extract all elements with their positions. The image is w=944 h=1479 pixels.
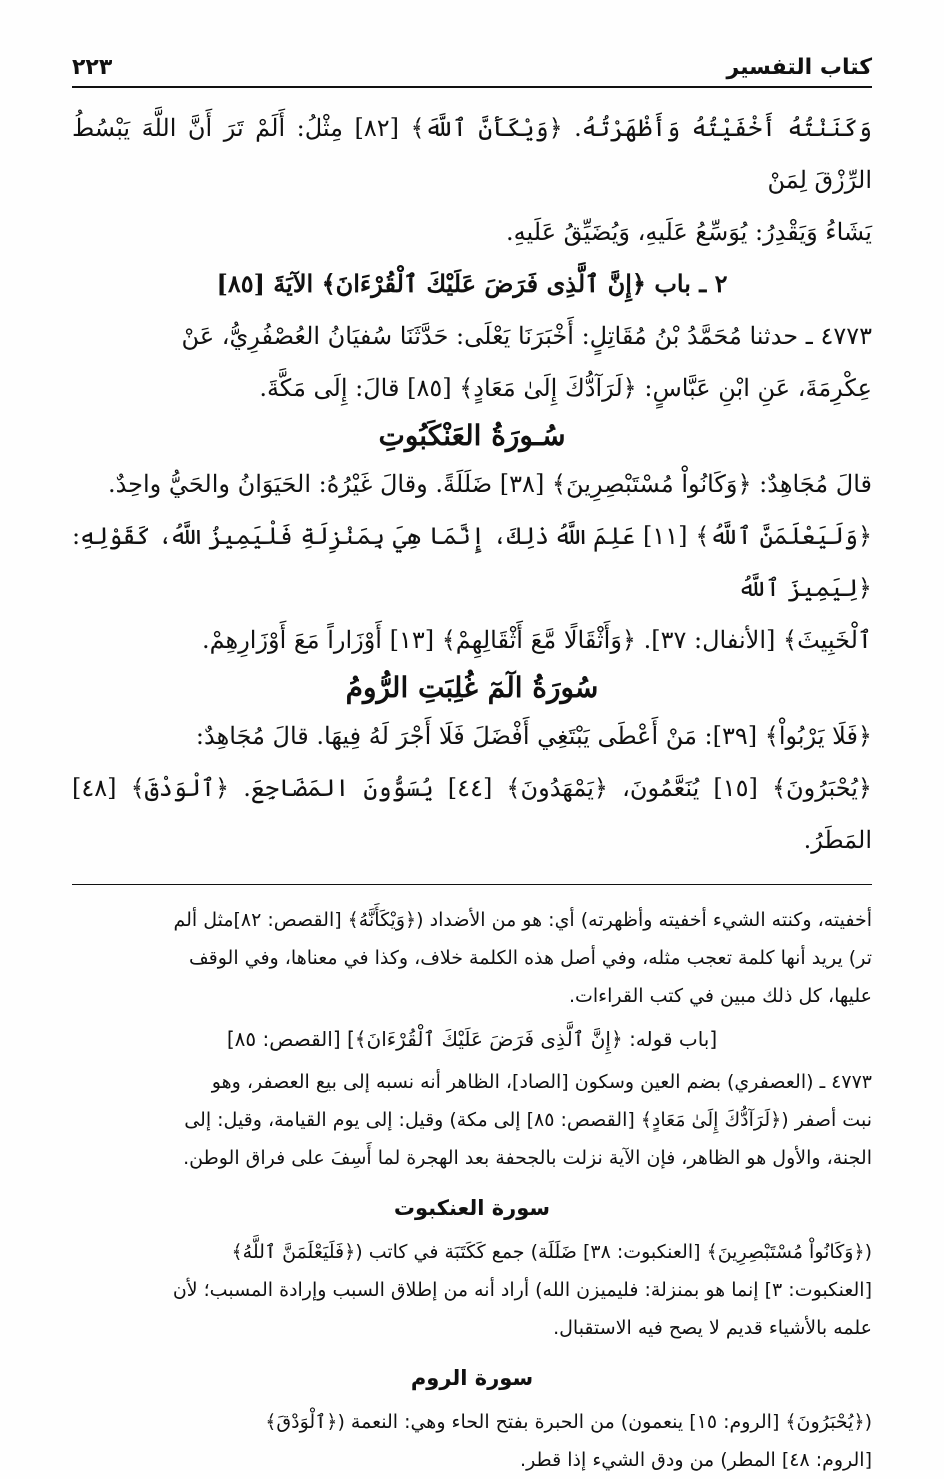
commentary-line: الجنة، والأول هو الظاهر، فإن الآية نزلت بالجحفة بعد الهجرة لما أَسِفَ على فراق الوطن. bbox=[183, 1147, 872, 1169]
commentary-surah-ankabut: سورة العنكبوت bbox=[393, 1196, 551, 1220]
book-title: كتاب التفسير bbox=[726, 55, 872, 80]
text-line: ﴿وَلَيَعْلَمَنَّ ٱللَّهُ﴾ [١١] عَلِمَ اللَّهُ ذلِكَ، إِنَّمَا هِيَ بِمَنْزِلَةِ فَلْيَمِيزُ اللَّهُ، كَقَوْلِهِ: ﴿لِيَمِيزَ ٱللَّهُ bbox=[72, 522, 873, 602]
commentary-divider bbox=[72, 884, 872, 885]
chapter-heading: ٢ ـ باب ﴿إِنَّ ٱلَّذِى فَرَضَ عَلَيْكَ ٱلْقُرْءَانَ﴾ الآيَةَ [٨٥] bbox=[216, 269, 728, 298]
surah-heading-ankabut: سُـورَةُ العَنْكَبُوتِ bbox=[378, 419, 566, 452]
commentary-line: [الروم: ٤٨] المطر) من ودق الشيء إذا قطر. bbox=[520, 1449, 872, 1471]
commentary-line: ٤٧٧٣ ـ (العصفري) بضم العين وسكون [الصاد]، الظاهر أنه نسبه إلى بيع العصفر، وهو bbox=[211, 1071, 872, 1093]
commentary-text bbox=[72, 901, 872, 1479]
commentary-line: نبت أصفر (﴿لَرَآدُّكَ إِلَىٰ مَعَادٍ﴾ [القصص: ٨٥] إلى مكة) وقيل: إلى يوم القيامة، وقيل: إلى bbox=[184, 1109, 872, 1131]
running-head bbox=[72, 55, 872, 88]
commentary-line: (﴿وَكَانُواْ مُسْتَبْصِرِينَ﴾ [العنكبوت: ٣٨] ضَلَلَة) جمع كَكَتَبَة في كاتب (﴿فَلَيَعْلَمَنَّ ٱللَّهُ﴾ bbox=[231, 1241, 872, 1263]
commentary-surah-rum: سورة الروم bbox=[410, 1366, 534, 1390]
hadith-text bbox=[72, 102, 872, 866]
commentary-line: (﴿يُحْبَرُونَ﴾ [الروم: ١٥] ينعمون) من الحبرة بفتح الحاء وهي: النعمة (﴿ٱلْوَدْقَ﴾ bbox=[265, 1411, 872, 1433]
surah-heading-rum: سُورَةُ الٓمٓ غُلِبَتِ الرُّومُ bbox=[345, 671, 599, 704]
text-line: وَكَنَنْتُهُ أَخْفَيْتُهُ وَأَظْهَرْتُهُ. ﴿وَيْكَأَنَّ ٱللَّهَ﴾ [٨٢] مِثْلُ: أَلَمْ تَرَ أَنَّ اللَّهَ يَبْسُطُ الرِّزْقَ لِمَنْ bbox=[72, 114, 872, 194]
text-line: ٱلْخَبِيثَ﴾ [الأنفال: ٣٧]. ﴿وَأَثْقَالًا مَّعَ أَثْقَالِهِمْ﴾ [١٣] أَوْزَاراً مَعَ أَوْزَارِهِمْ. bbox=[201, 626, 872, 654]
page-number: ٢٢٣ bbox=[72, 55, 113, 80]
commentary-line: [العنكبوت: ٣] إنما هو بمنزلة: فليميزن الله) أراد أنه من إطلاق السبب وإرادة المسبب؛ لأن bbox=[172, 1279, 872, 1301]
commentary-line: علمه بالأشياء قديم لا يصح فيه الاستقبال. bbox=[553, 1317, 872, 1339]
text-line: عِكْرِمَةَ، عَنِ ابْنِ عَبَّاسٍ: ﴿لَرَآدُّكَ إِلَىٰ مَعَادٍ﴾ [٨٥] قالَ: إِلَى مَكَّةَ. bbox=[259, 374, 872, 402]
text-line: ﴿فَلَا يَرْبُواْ﴾ [٣٩]: مَنْ أَعْطَى يَبْتَغِي أَفْضَلَ فَلَا أَجْرَ لَهُ فِيهَا. قالَ مُجَاهِدٌ: bbox=[195, 722, 872, 750]
commentary-line: عليها، كل ذلك مبين في كتب القراءات. bbox=[568, 985, 872, 1007]
commentary-line: أخفيته، وكنته الشيء أخفيته وأظهرته) أي: هو من الأضداد (﴿وَيْكَأَنَّهُ﴾ [القصص: ٨٢]مثل ألم bbox=[173, 909, 872, 931]
commentary-line: تر) يريد أنها كلمة تعجب مثله، وفي أصل هذه الكلمة خلاف، وكذا في معناها، وفي الوقف bbox=[188, 947, 872, 969]
text-line: قالَ مُجَاهِدٌ: ﴿وَكَانُواْ مُسْتَبْصِرِينَ﴾ [٣٨] ضَلَلَةً. وقالَ غَيْرُهُ: الحَيَوَانُ والحَيُّ واحِدٌ. bbox=[107, 470, 872, 498]
text-line: ﴿يُحْبَرُونَ﴾ [١٥] يُنَعَّمُونَ، ﴿يَمْهَدُونَ﴾ [٤٤] يُسَوُّونَ المَضَاجِعَ. ﴿ٱلْوَدْقَ﴾ [٤٨] المَطَرُ. bbox=[72, 774, 872, 854]
text-line: ٤٧٧٣ ـ حدثنا مُحَمَّدُ بْنُ مُقَاتِلٍ: أَخْبَرَنَا يَعْلَى: حَدَّثَنَا سُفيَانُ العُصْفُرِيُّ، عَنْ bbox=[181, 322, 872, 350]
text-line: يَشَاءُ وَيَقْدِرُ: يُوَسِّعُ عَلَيهِ، وَيُضَيِّقُ عَلَيهِ. bbox=[506, 218, 872, 246]
commentary-bab-heading: [باب قوله: ﴿إِنَّ ٱلَّذِى فَرَضَ عَلَيْكَ ٱلْقُرْءَانَ﴾] [القصص: ٨٥] bbox=[226, 1027, 718, 1051]
